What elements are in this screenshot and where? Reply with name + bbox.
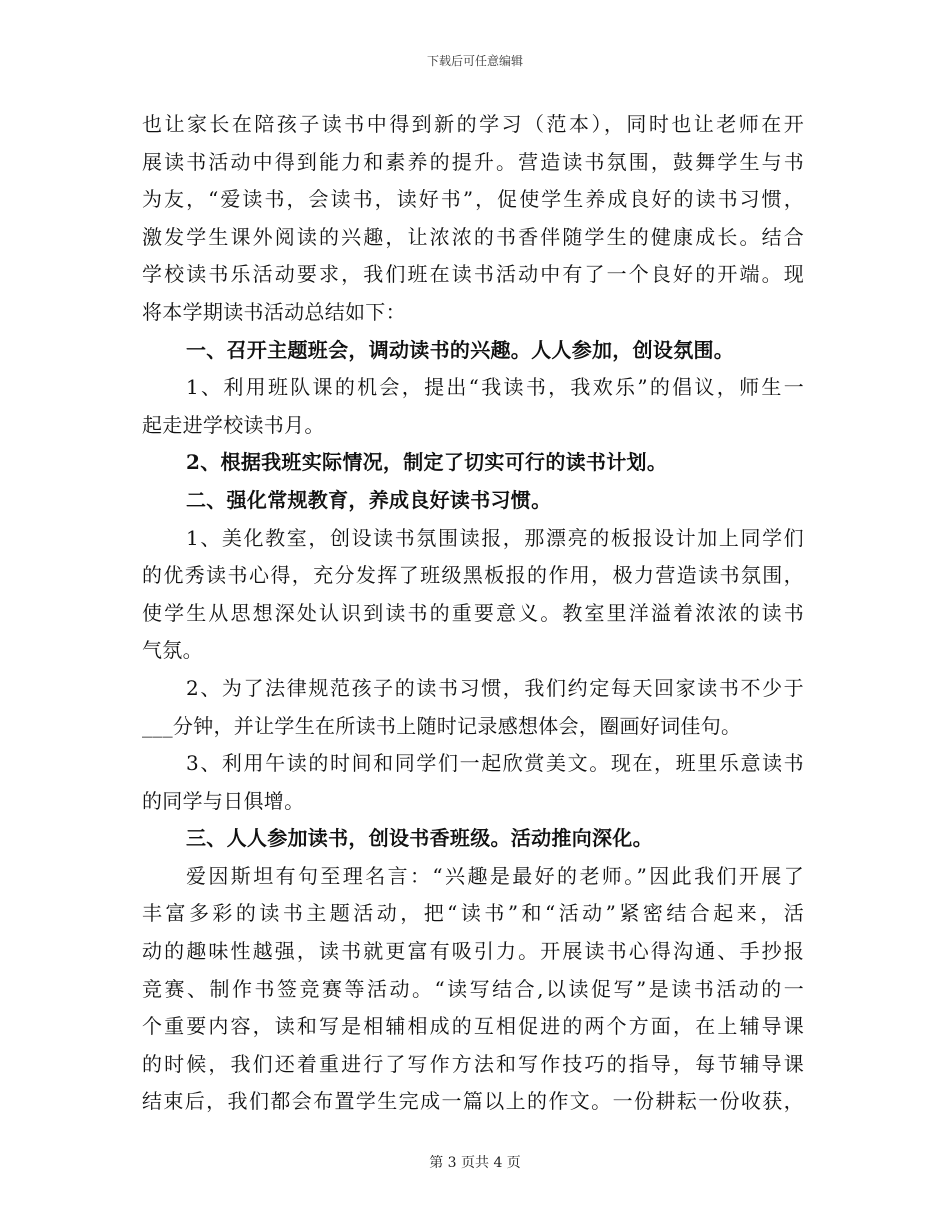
body-line: 起走进学校读书月。 — [142, 412, 325, 437]
body-line: 的时候，我们还着重进行了写作方法和写作技巧的指导，每节辅导课 — [142, 1051, 804, 1076]
body-line: 爱因斯坦有句至理名言：“兴趣是最好的老师。”因此我们开展了 — [186, 863, 804, 888]
body-line: ___分钟，并让学生在所读书上随时记录感想体会，圈画好词佳句。 — [142, 713, 742, 738]
body-line: 激发学生课外阅读的兴趣，让浓浓的书香伴随学生的健康成长。结合 — [142, 224, 804, 249]
body-line: 也让家长在陪孩子读书中得到新的学习（范本），同时也让老师在开 — [142, 112, 804, 136]
body-line: 个重要内容，读和写是相辅相成的互相促进的两个方面，在上辅导课 — [142, 1014, 804, 1039]
body-line: 竞赛、制作书签竞赛等活动。“读写结合,以读促写”是读书活动的一 — [142, 976, 804, 1001]
body-line: 动的趣味性越强，读书就更富有吸引力。开展读书心得沟通、手抄报 — [142, 939, 804, 964]
page-header: 下载后可任意编辑 — [426, 54, 523, 68]
body-line: 2、为了法律规范孩子的读书习惯，我们约定每天回家读书不少于 — [186, 675, 804, 700]
body-line: 1、利用班队课的机会，提出“我读书，我欢乐”的倡议，师生一 — [186, 375, 804, 400]
bold-item: 2、根据我班实际情况，制定了切实可行的读书计划。 — [186, 450, 668, 475]
page-footer: 第 3 页共 4 页 — [429, 1155, 521, 1171]
body-line: 气氛。 — [142, 638, 203, 663]
body-line: 使学生从思想深处认识到读书的重要意义。教室里洋溢着浓浓的读书 — [142, 600, 804, 625]
body-line: 的同学与日俱增。 — [142, 788, 305, 813]
section-heading: 二、强化常规教育，养成良好读书习惯。 — [186, 487, 552, 512]
section-heading: 一、召开主题班会，调动读书的兴趣。人人参加，创设氛围。 — [186, 337, 735, 362]
body-line: 学校读书乐活动要求，我们班在读书活动中有了一个良好的开端。现 — [142, 262, 804, 287]
section-heading: 三、人人参加读书，创设书香班级。活动推向深化。 — [186, 826, 653, 851]
body-line: 1、美化教室，创设读书氛围读报，那漂亮的板报设计加上同学们 — [186, 525, 804, 550]
body-line: 将本学期读书活动总结如下： — [142, 299, 406, 324]
body-line: 结束后，我们都会布置学生完成一篇以上的作文。一份耕耘一份收获， — [142, 1089, 804, 1114]
body-line: 丰富多彩的读书主题活动，把“读书”和“活动”紧密结合起来，活 — [142, 901, 804, 926]
body-line: 的优秀读书心得，充分发挥了班级黑板报的作用，极力营造读书氛围， — [142, 563, 804, 588]
body-line: 为友，“爱读书，会读书，读好书”，促使学生养成良好的读书习惯， — [142, 187, 804, 212]
body-line: 展读书活动中得到能力和素养的提升。营造读书氛围，鼓舞学生与书 — [142, 149, 804, 174]
body-line: 3、利用午读的时间和同学们一起欣赏美文。现在，班里乐意读书 — [186, 751, 804, 776]
document-body — [142, 106, 804, 1121]
